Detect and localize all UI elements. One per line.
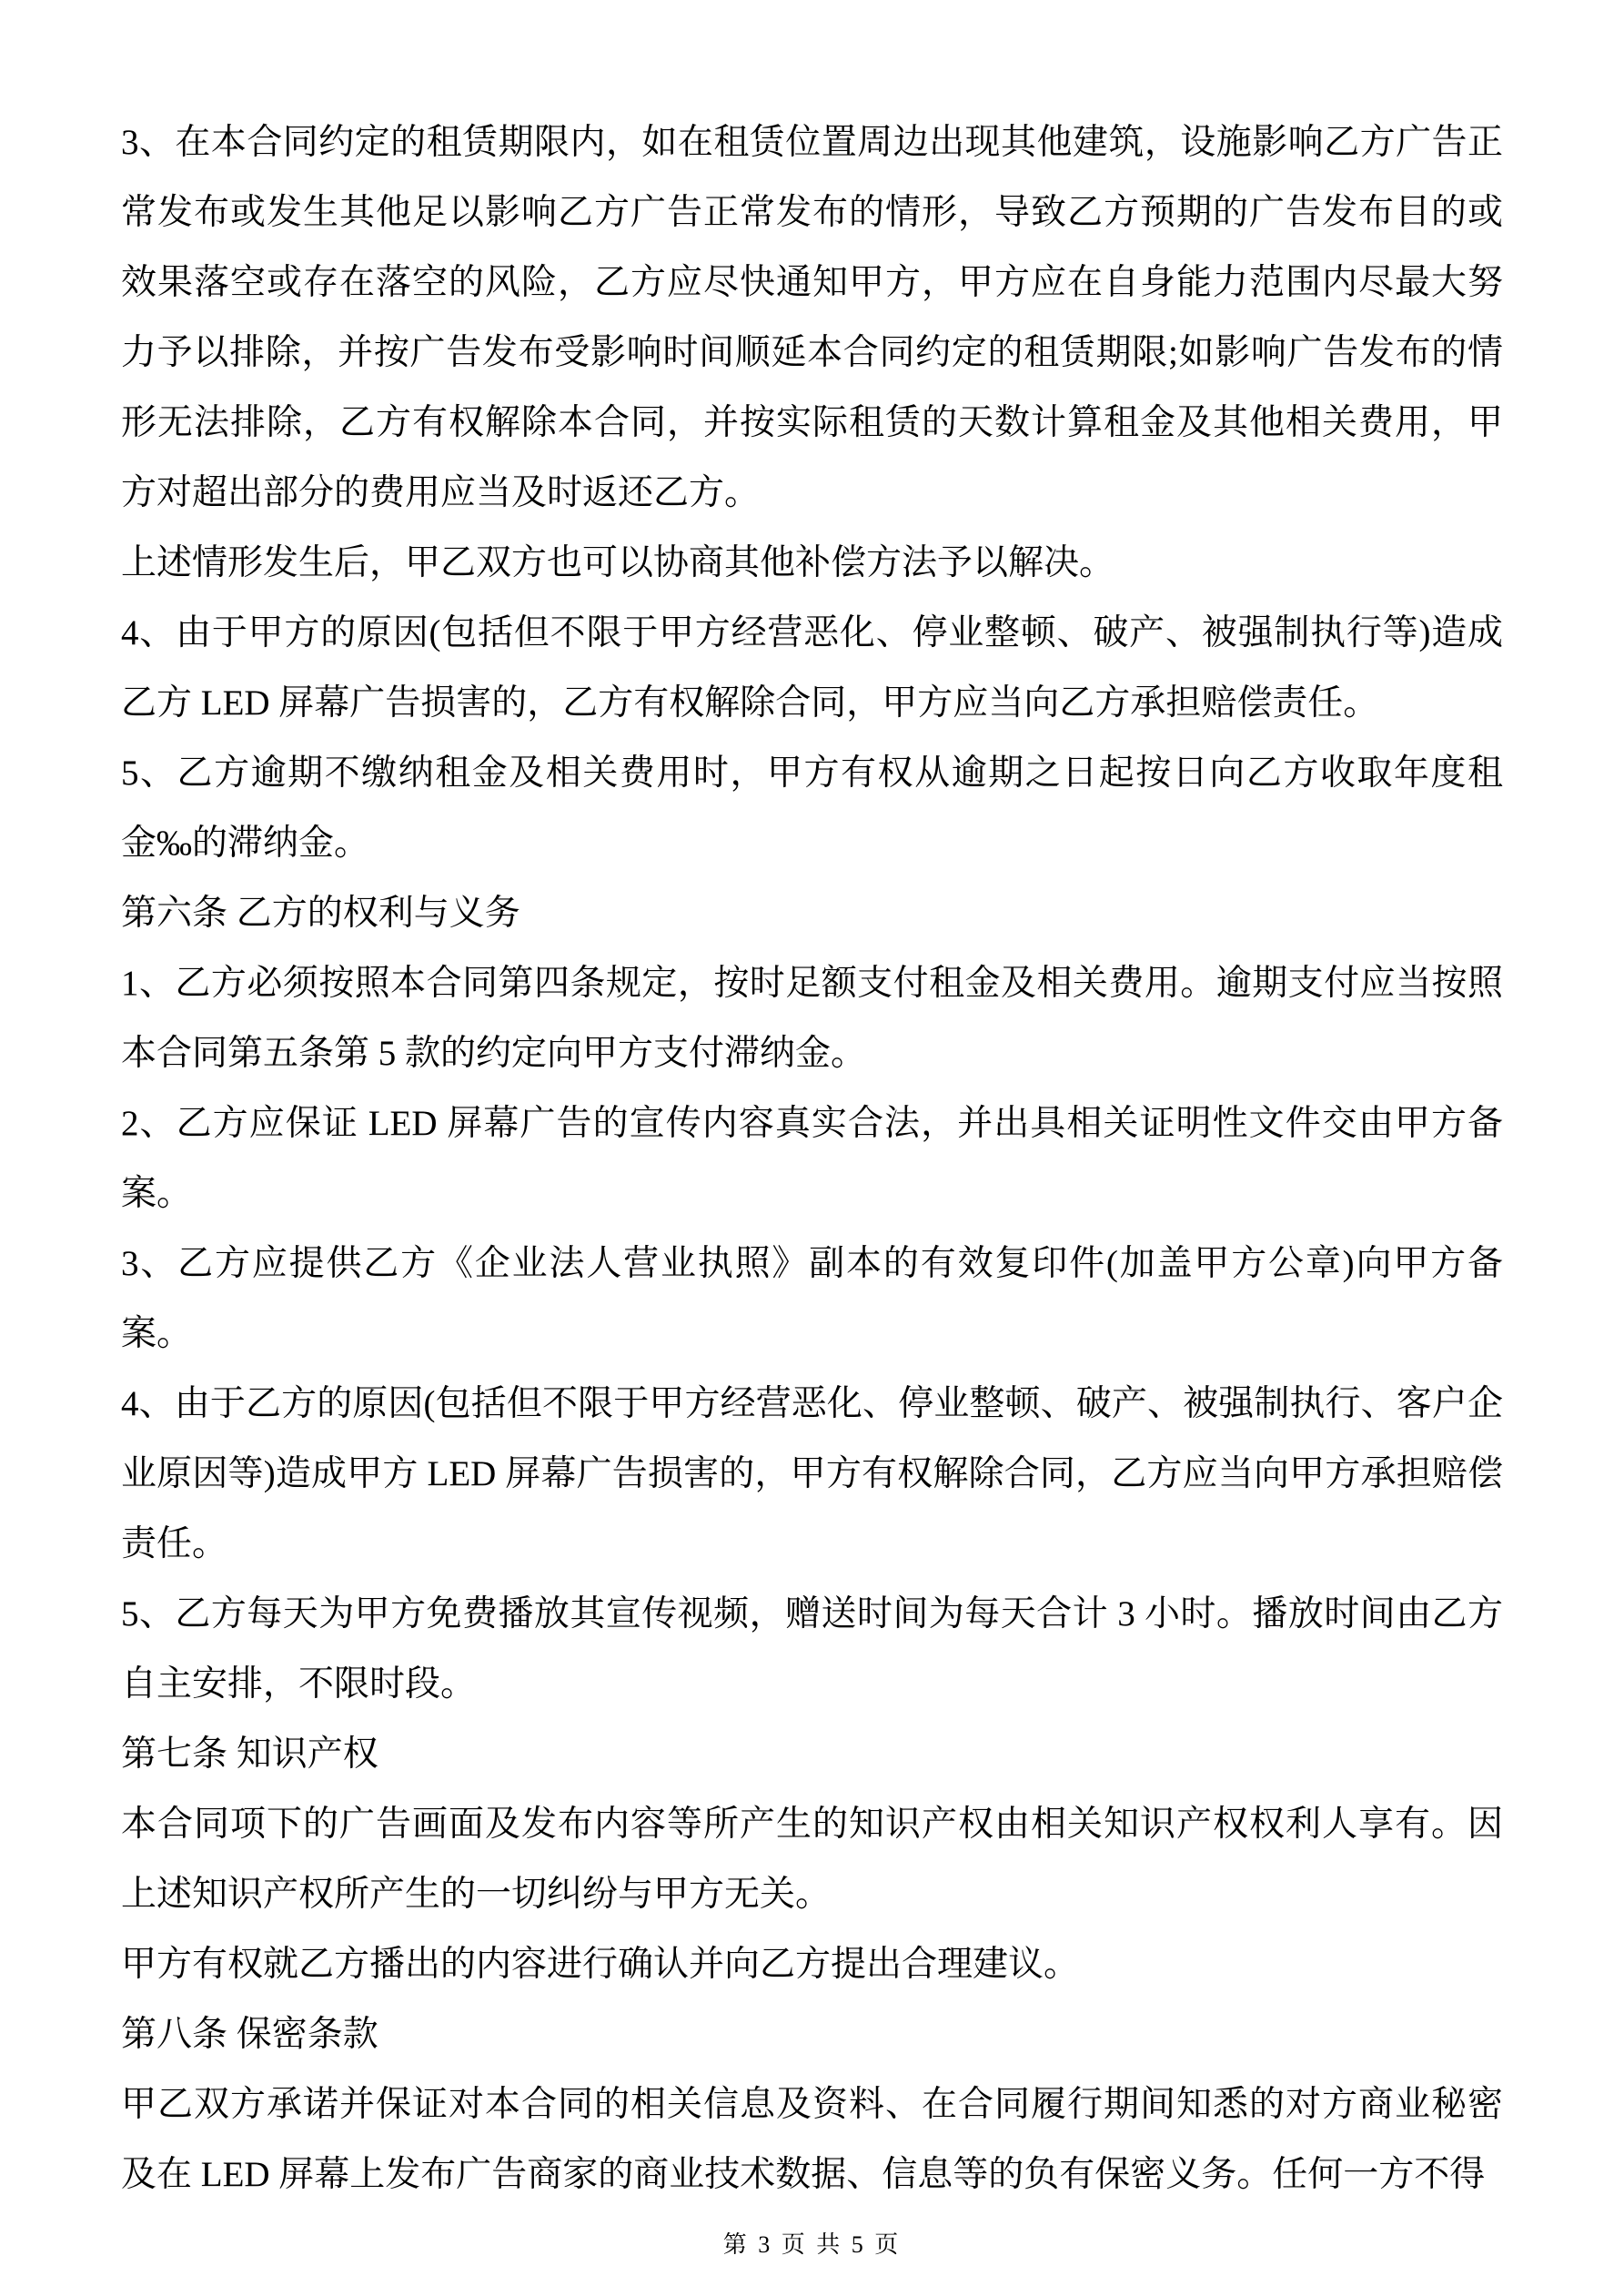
- paragraph: 甲乙双方承诺并保证对本合同的相关信息及资料、在合同履行期间知悉的对方商业秘密及在 LED 屏幕上发布广告商家的商业技术数据、信息等的负有保密义务。任何一方不得: [121, 2085, 1503, 2194]
- paragraph: 5、乙方逾期不缴纳租金及相关费用时，甲方有权从逾期之日起按日向乙方收取年度租金‰的滞纳金。: [121, 754, 1503, 863]
- contract-body: [121, 107, 1503, 2210]
- page-number: 第 3 页 共 5 页: [722, 2231, 902, 2258]
- section-heading-article-8: 第八条 保密条款: [121, 2015, 378, 2054]
- paragraph: 1、乙方必须按照本合同第四条规定，按时足额支付租金及相关费用。逾期支付应当按照本合同第五条第 5 款的约定向甲方支付滞纳金。: [121, 964, 1503, 1073]
- paragraph: 3、在本合同约定的租赁期限内，如在租赁位置周边出现其他建筑，设施影响乙方广告正常发布或发生其他足以影响乙方广告正常发布的情形，导致乙方预期的广告发布目的或效果落空或存在落空的风险，乙方应尽快通知甲方，甲方应在自身能力范围内尽最大努力予以排除，并按广告发布受影响时间顺延本合同约定的租赁期限;如影响广告发布的情形无法排除，乙方有权解除本合同，并按实际租赁的天数计算租金及其他相关费用，甲方对超出部分的费用应当及时返还乙方。: [121, 123, 1503, 512]
- section-heading-article-7: 第七条 知识产权: [121, 1735, 378, 1774]
- paragraph: 本合同项下的广告画面及发布内容等所产生的知识产权由相关知识产权权利人享有。因上述知识产权所产生的一切纠纷与甲方无关。: [121, 1805, 1503, 1914]
- paragraph: 3、乙方应提供乙方《企业法人营业执照》副本的有效复印件(加盖甲方公章)向甲方备案。: [121, 1244, 1503, 1353]
- paragraph: 5、乙方每天为甲方免费播放其宣传视频，赠送时间为每天合计 3 小时。播放时间由乙方自主安排，不限时段。: [121, 1594, 1503, 1704]
- paragraph: 上述情形发生后，甲乙双方也可以协商其他补偿方法予以解决。: [121, 543, 1115, 582]
- paragraph: 4、由于甲方的原因(包括但不限于甲方经营恶化、停业整顿、破产、被强制执行等)造成乙方 LED 屏幕广告损害的，乙方有权解除合同，甲方应当向乙方承担赔偿责任。: [121, 613, 1503, 723]
- paragraph: 4、由于乙方的原因(包括但不限于甲方经营恶化、停业整顿、破产、被强制执行、客户企业原因等)造成甲方 LED 屏幕广告损害的，甲方有权解除合同，乙方应当向甲方承担赔偿责任。: [121, 1384, 1503, 1563]
- section-heading-article-6: 第六条 乙方的权利与义务: [121, 894, 520, 933]
- paragraph: 2、乙方应保证 LED 屏幕广告的宣传内容真实合法，并出具相关证明性文件交由甲方备案。: [121, 1104, 1503, 1213]
- paragraph: 甲方有权就乙方播出的内容进行确认并向乙方提出合理建议。: [121, 1945, 1080, 1984]
